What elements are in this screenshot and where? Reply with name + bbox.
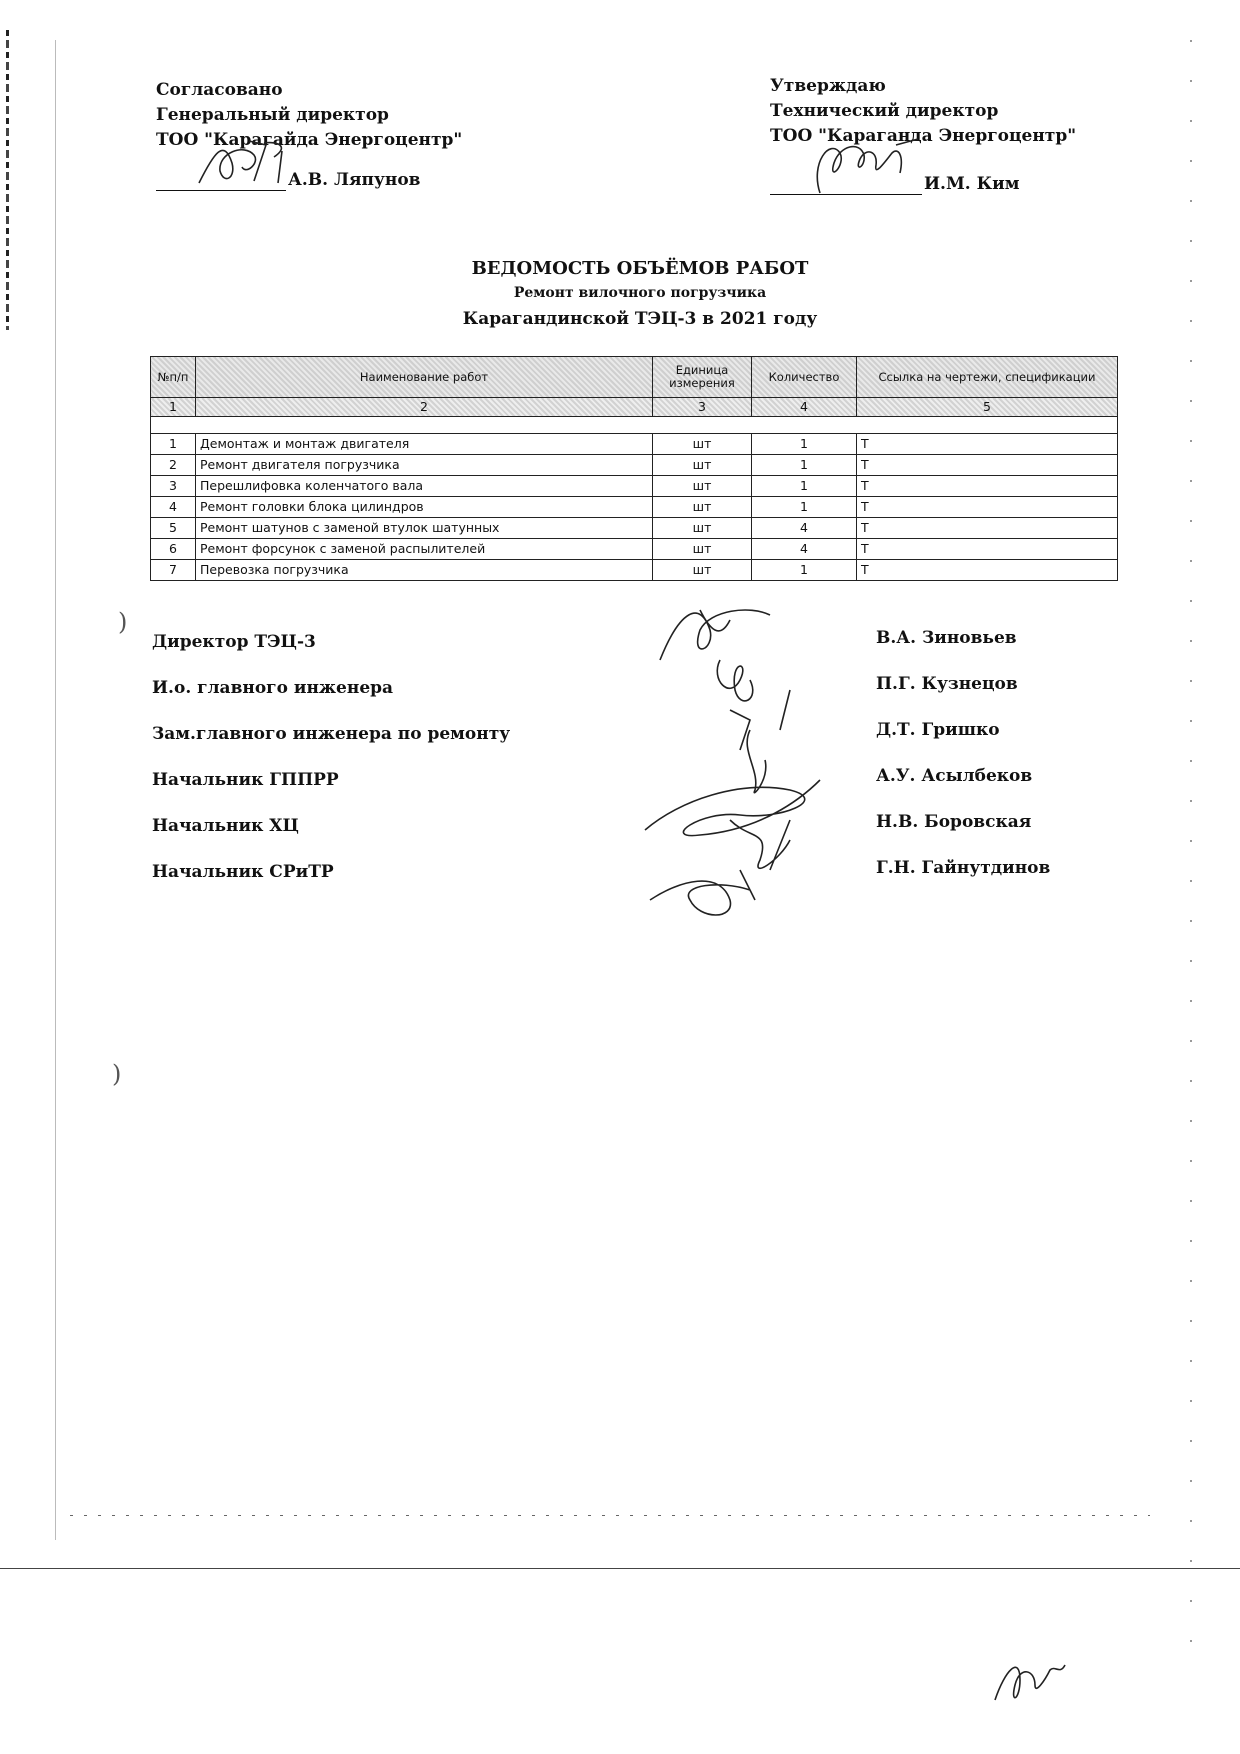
row-unit: шт	[653, 434, 752, 455]
row-number: 1	[151, 434, 196, 455]
row-reference: Т	[857, 560, 1118, 581]
margin-mark: )	[112, 1060, 122, 1088]
row-reference: Т	[857, 497, 1118, 518]
row-number: 6	[151, 539, 196, 560]
header-number: №п/п	[151, 357, 196, 398]
row-number: 3	[151, 476, 196, 497]
column-number: 1	[151, 398, 196, 417]
commission-role: Начальник СРиТР	[152, 862, 334, 882]
margin-mark: )	[118, 608, 128, 636]
scan-dotted-line	[70, 1515, 1150, 1516]
approval-left-position: Генеральный директор	[156, 105, 389, 125]
row-unit: шт	[653, 497, 752, 518]
row-work-name: Ремонт головки блока цилиндров	[196, 497, 653, 518]
commission-signatures-icon	[640, 600, 870, 930]
commission-member-name: В.А. Зиновьев	[876, 628, 1017, 648]
row-reference: Т	[857, 434, 1118, 455]
header-unit: Единица измерения	[653, 357, 752, 398]
approval-left-signature-row	[156, 159, 462, 193]
row-work-name: Перевозка погрузчика	[196, 560, 653, 581]
table-row	[151, 518, 1118, 539]
row-number: 7	[151, 560, 196, 581]
table-header-row	[151, 357, 1118, 398]
row-quantity: 1	[752, 497, 857, 518]
approval-right-position: Технический директор	[770, 101, 999, 121]
approval-left-status: Согласовано	[156, 80, 283, 100]
approval-left-company: ТОО "Карагайда Энергоцентр"	[156, 130, 463, 150]
row-unit: шт	[653, 455, 752, 476]
column-number-row	[151, 398, 1118, 417]
row-work-name: Перешлифовка коленчатого вала	[196, 476, 653, 497]
row-unit: шт	[653, 476, 752, 497]
commission-member-name: Г.Н. Гайнутдинов	[876, 858, 1051, 878]
scan-bottom-line	[0, 1568, 1240, 1569]
initials-signature-icon	[990, 1650, 1070, 1710]
table-row	[151, 434, 1118, 455]
approval-right-status: Утверждаю	[770, 76, 886, 96]
works-table	[150, 356, 1118, 581]
approval-left-signer: А.В. Ляпунов	[288, 170, 421, 190]
commission-member-name: П.Г. Кузнецов	[876, 674, 1018, 694]
table-row	[151, 476, 1118, 497]
row-unit: шт	[653, 560, 752, 581]
column-number: 2	[196, 398, 653, 417]
approval-right-company: ТОО "Караганда Энергоцентр"	[770, 126, 1077, 146]
approval-right-block	[770, 74, 1076, 197]
table-row	[151, 539, 1118, 560]
table-row	[151, 497, 1118, 518]
row-unit: шт	[653, 518, 752, 539]
commission-member-name: А.У. Асылбеков	[876, 766, 1033, 786]
table-spacer-row	[151, 417, 1118, 434]
spacer-cell	[151, 417, 1118, 434]
approval-left-block	[156, 78, 462, 193]
header-quantity: Количество	[752, 357, 857, 398]
row-reference: Т	[857, 539, 1118, 560]
column-number: 3	[653, 398, 752, 417]
document-subtitle: Ремонт вилочного погрузчика	[513, 285, 767, 301]
row-work-name: Ремонт шатунов с заменой втулок шатунных	[196, 518, 653, 539]
row-quantity: 1	[752, 560, 857, 581]
row-reference: Т	[857, 476, 1118, 497]
column-number: 5	[857, 398, 1118, 417]
row-work-name: Ремонт форсунок с заменой распылителей	[196, 539, 653, 560]
table-row	[151, 560, 1118, 581]
row-quantity: 4	[752, 539, 857, 560]
approval-right-signature-row	[770, 163, 1076, 197]
row-quantity: 1	[752, 434, 857, 455]
row-quantity: 4	[752, 518, 857, 539]
row-number: 5	[151, 518, 196, 539]
commission-role: Начальник ХЦ	[152, 816, 299, 836]
commission-role: И.о. главного инженера	[152, 678, 394, 698]
row-work-name: Демонтаж и монтаж двигателя	[196, 434, 653, 455]
row-quantity: 1	[752, 455, 857, 476]
row-unit: шт	[653, 539, 752, 560]
header-reference: Ссылка на чертежи, спецификации	[857, 357, 1118, 398]
row-number: 2	[151, 455, 196, 476]
approval-right-signer: И.М. Ким	[924, 174, 1020, 194]
row-reference: Т	[857, 455, 1118, 476]
table-row	[151, 455, 1118, 476]
commission-member-name: Н.В. Боровская	[876, 812, 1032, 832]
row-quantity: 1	[752, 476, 857, 497]
commission-member-name: Д.Т. Гришко	[876, 720, 1000, 740]
commission-role: Начальник ГППРР	[152, 770, 339, 790]
document-title: ВЕДОМОСТЬ ОБЪЁМОВ РАБОТ	[471, 258, 809, 279]
commission-role: Зам.главного инженера по ремонту	[152, 724, 511, 744]
row-number: 4	[151, 497, 196, 518]
row-reference: Т	[857, 518, 1118, 539]
header-work-name: Наименование работ	[196, 357, 653, 398]
signature-icon	[800, 133, 930, 203]
column-number: 4	[752, 398, 857, 417]
document-location: Карагандинской ТЭЦ-3 в 2021 году	[462, 309, 818, 329]
commission-role: Директор ТЭЦ-3	[152, 632, 316, 652]
row-work-name: Ремонт двигателя погрузчика	[196, 455, 653, 476]
